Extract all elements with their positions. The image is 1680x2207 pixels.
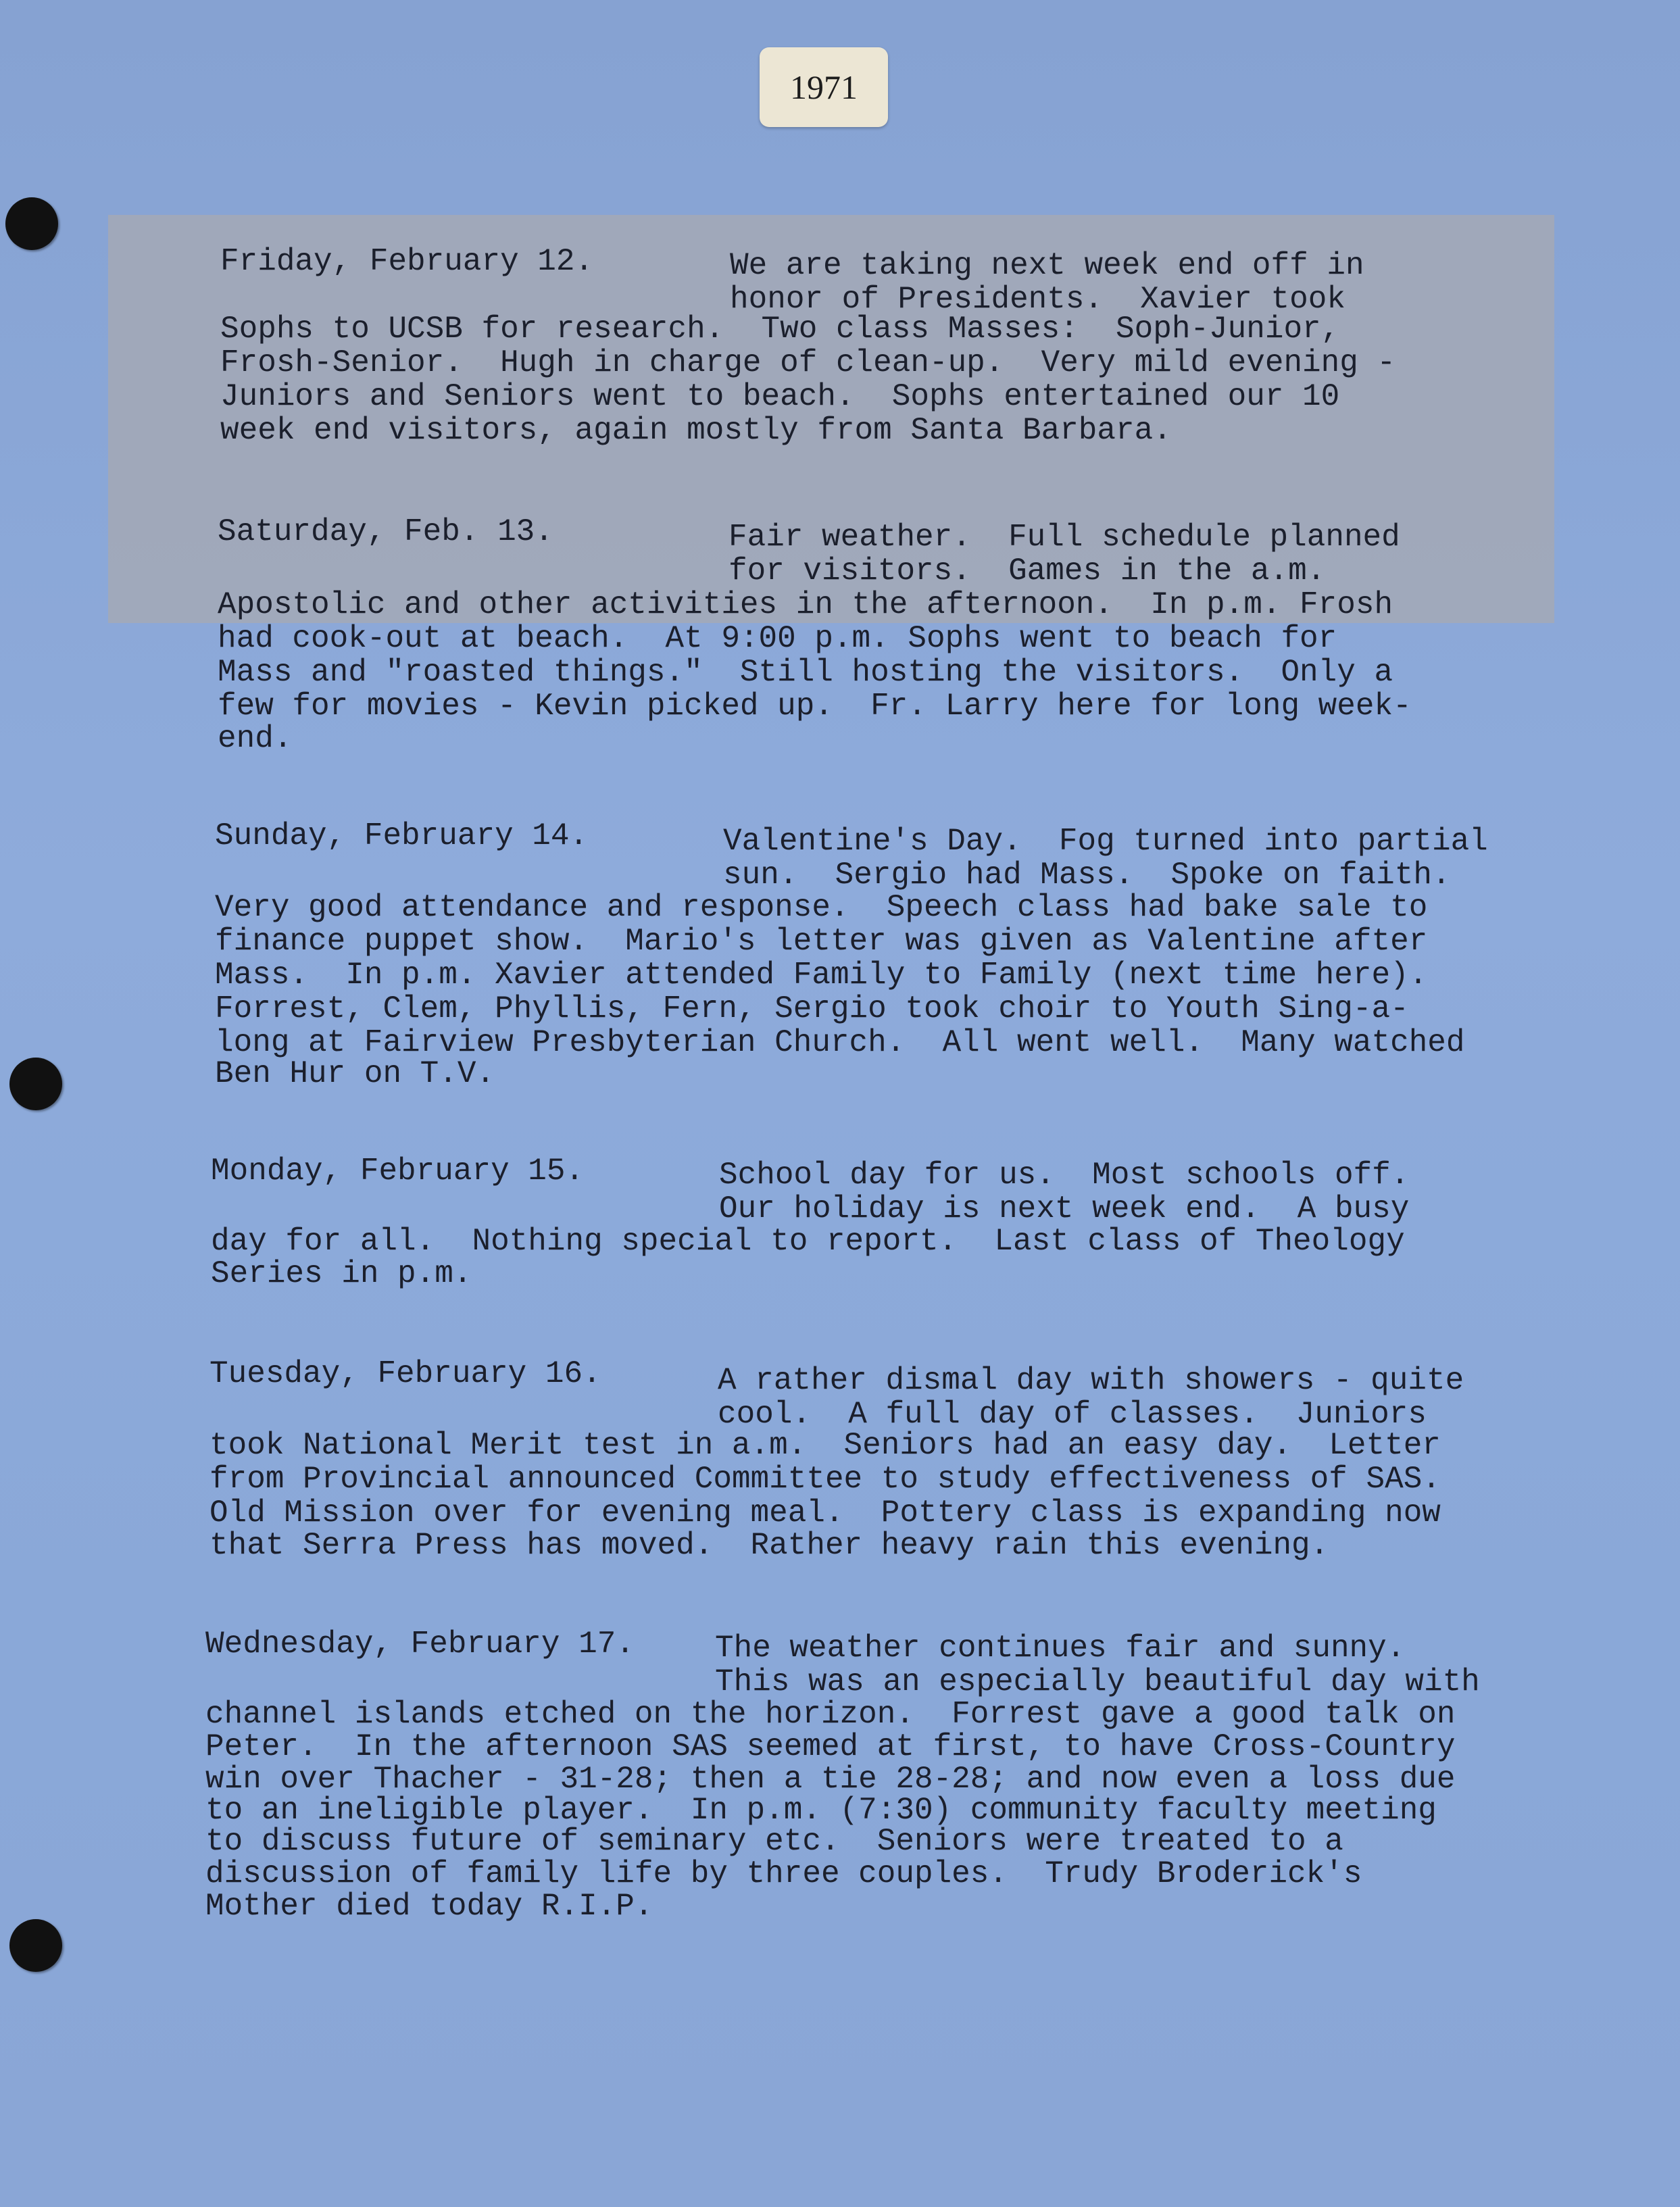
entry-date: Monday, February 15. — [211, 1154, 585, 1189]
entry-line: end. — [218, 721, 293, 756]
entry-date: Friday, February 12. — [220, 244, 594, 279]
entry-line: Our holiday is next week end. A busy — [719, 1191, 1410, 1226]
entry-line: Very good attendance and response. Speech class had bake sale to — [215, 890, 1428, 925]
entry-line: for visitors. Games in the a.m. — [728, 553, 1326, 589]
entry-date: Saturday, Feb. 13. — [218, 514, 553, 549]
entry-line: School day for us. Most schools off. — [719, 1158, 1410, 1193]
entry-line: honor of Presidents. Xavier took — [730, 282, 1345, 317]
entry-date: Tuesday, February 16. — [209, 1356, 601, 1391]
entry-line: Sophs to UCSB for research. Two class Masses: Soph-Junior, — [220, 312, 1340, 347]
entry-line: to discuss future of seminary etc. Seniors were treated to a — [205, 1824, 1343, 1859]
entry-line: A rather dismal day with showers - quite — [718, 1363, 1464, 1398]
diary-entry — [0, 1627, 1680, 2033]
entry-line: win over Thacher - 31-28; then a tie 28-28; and now even a loss due — [205, 1762, 1456, 1797]
entry-date: Sunday, February 14. — [215, 818, 589, 853]
entry-line: Apostolic and other activities in the afternoon. In p.m. Frosh — [218, 587, 1393, 622]
entry-line: long at Fairview Presbyterian Church. All went well. Many watched — [215, 1025, 1465, 1060]
entry-line: to an ineligible player. In p.m. (7:30) community faculty meeting — [205, 1793, 1437, 1828]
entry-line: channel islands etched on the horizon. Forrest gave a good talk on — [205, 1697, 1456, 1732]
entry-line: week end visitors, again mostly from Santa Barbara. — [220, 413, 1172, 448]
diary-entry — [0, 515, 1680, 853]
year-label: 1971 — [760, 47, 888, 127]
entry-line: Ben Hur on T.V. — [215, 1056, 495, 1091]
entry-line: from Provincial announced Committee to study effectiveness of SAS. — [209, 1462, 1441, 1497]
binder-hole-top — [5, 197, 58, 250]
entry-line: finance puppet show. Mario's letter was given as Valentine after — [215, 924, 1428, 959]
entry-line: discussion of family life by three couples. Trudy Broderick's — [205, 1856, 1362, 1891]
entry-line: We are taking next week end off in — [730, 248, 1364, 283]
entry-line: cool. A full day of classes. Juniors — [718, 1397, 1427, 1432]
entry-line: Forrest, Clem, Phyllis, Fern, Sergio took choir to Youth Sing-a- — [215, 991, 1409, 1026]
entry-line: Mass and "roasted things." Still hosting the visitors. Only a — [218, 655, 1393, 690]
entry-line: Mass. In p.m. Xavier attended Family to Family (next time here). — [215, 958, 1428, 993]
diary-entry — [0, 819, 1680, 1191]
entry-line: Series in p.m. — [211, 1256, 472, 1291]
diary-entry — [0, 1357, 1680, 1661]
entry-line: Valentine's Day. Fog turned into partial — [723, 824, 1488, 859]
entry-line: few for movies - Kevin picked up. Fr. Larry here for long week- — [218, 689, 1412, 724]
entry-line: had cook-out at beach. At 9:00 p.m. Sophs went to beach for — [218, 621, 1337, 656]
entry-line: This was an especially beautiful day with — [715, 1664, 1480, 1700]
diary-entry — [0, 1154, 1680, 1391]
entry-line: Fair weather. Full schedule planned — [728, 520, 1400, 555]
entry-line: Juniors and Seniors went to beach. Sophs entertained our 10 — [220, 379, 1340, 414]
diary-entry — [0, 245, 1680, 549]
entry-line: Mother died today R.I.P. — [205, 1889, 653, 1924]
entry-line: day for all. Nothing special to report. Last class of Theology — [211, 1224, 1405, 1259]
entry-line: sun. Sergio had Mass. Spoke on faith. — [723, 858, 1451, 893]
entry-line: that Serra Press has moved. Rather heavy rain this evening. — [209, 1528, 1329, 1563]
entry-line: took National Merit test in a.m. Seniors had an easy day. Letter — [209, 1428, 1441, 1463]
entry-line: Peter. In the afternoon SAS seemed at first, to have Cross-Country — [205, 1729, 1456, 1764]
entry-line: Frosh-Senior. Hugh in charge of clean-up. Very mild evening - — [220, 345, 1396, 380]
entry-line: The weather continues fair and sunny. — [715, 1631, 1406, 1666]
entry-date: Wednesday, February 17. — [205, 1627, 635, 1662]
entry-line: Old Mission over for evening meal. Pottery class is expanding now — [209, 1495, 1441, 1531]
